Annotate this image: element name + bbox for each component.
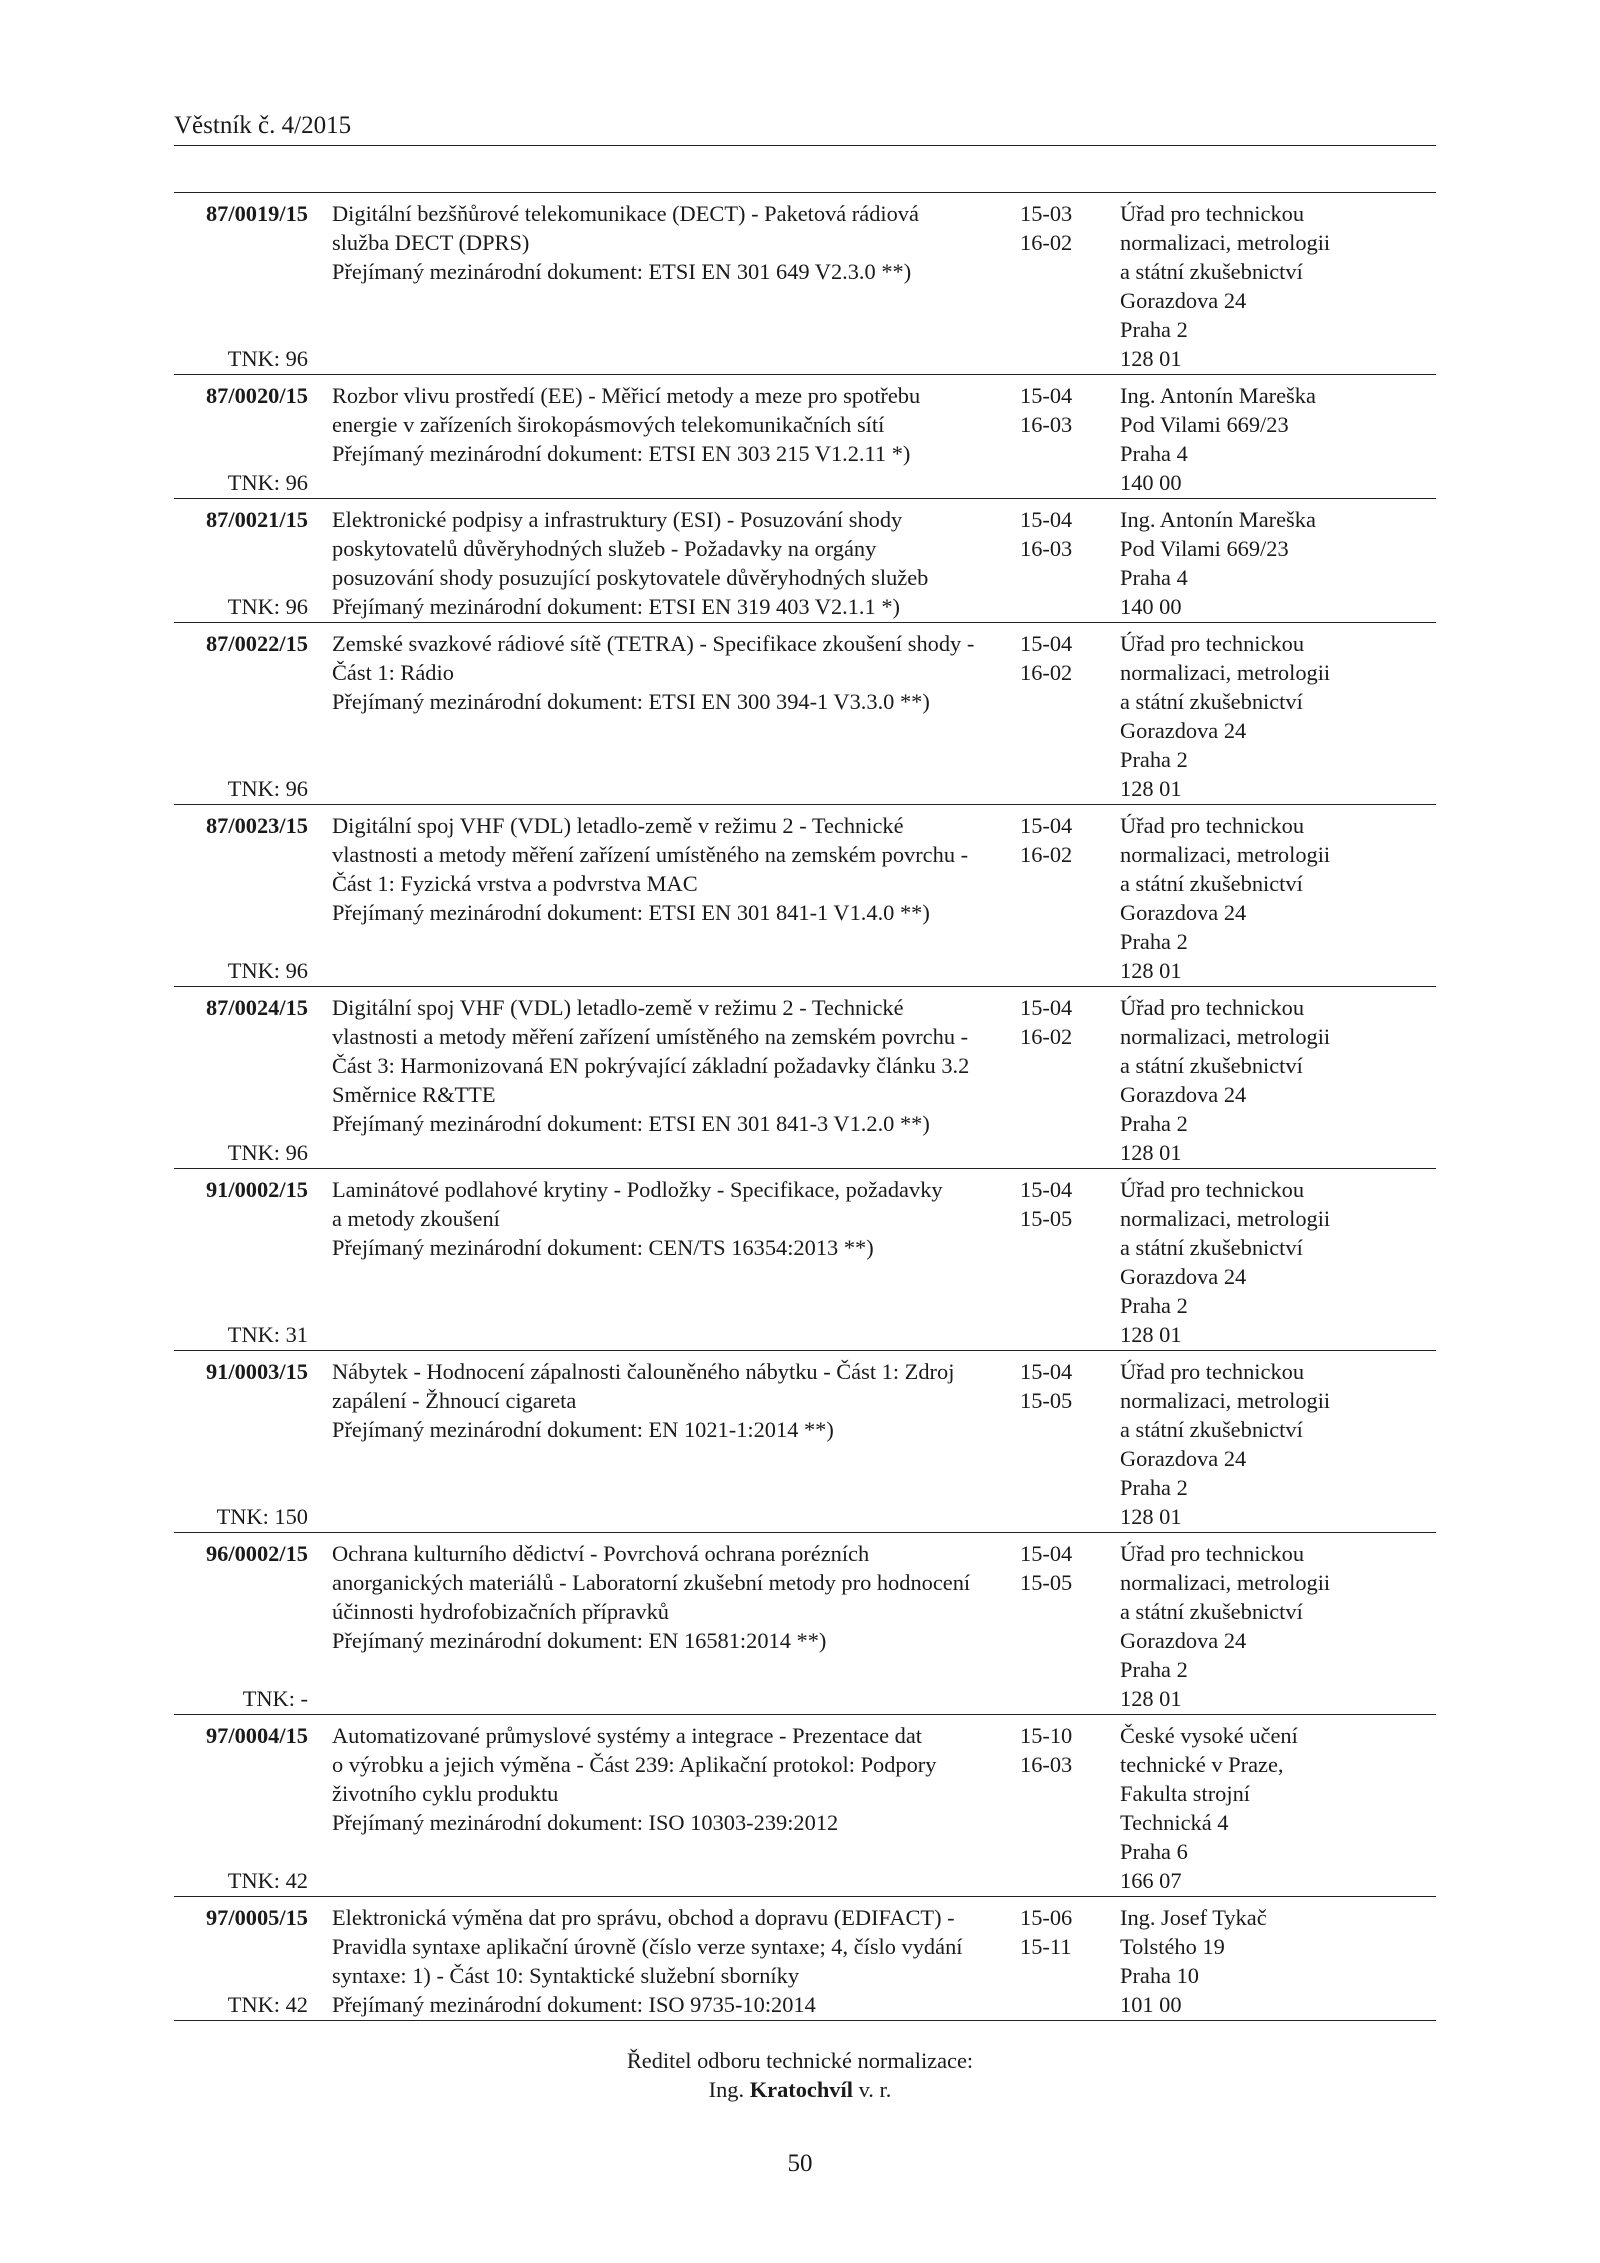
title-line: vlastnosti a metody měření zařízení umístěného na zemském povrchu - xyxy=(332,1024,969,1049)
registration-number: 87/0019/15 xyxy=(205,201,308,226)
dates-cell xyxy=(1010,623,1120,805)
address-line: a státní zkušebnictví xyxy=(1120,689,1303,714)
title-line: Přejímaný mezinárodní dokument: ETSI EN 319 403 V2.1.1 *) xyxy=(332,594,900,619)
address-line: Gorazdova 24 xyxy=(1120,718,1247,743)
address-line: normalizaci, metrologii xyxy=(1120,230,1331,255)
registration-number: 87/0023/15 xyxy=(205,813,308,838)
date-line: 15-04 xyxy=(1020,1359,1073,1384)
address-cell xyxy=(1120,1351,1436,1533)
title-line: Elektronické podpisy a infrastruktury (ESI) - Posuzování shody xyxy=(332,507,903,532)
registration-cell xyxy=(174,1533,332,1715)
date-line: 15-03 xyxy=(1020,201,1073,226)
address-line: a státní zkušebnictví xyxy=(1120,1599,1303,1624)
table-row xyxy=(174,805,1436,987)
registration-number: 87/0021/15 xyxy=(205,507,308,532)
address-line: Praha 2 xyxy=(1120,317,1188,342)
address-line: normalizaci, metrologii xyxy=(1120,1206,1331,1231)
dates-cell xyxy=(1010,1897,1120,2021)
title-line: Část 1: Fyzická vrstva a podvrstva MAC xyxy=(332,871,698,896)
address-line: a státní zkušebnictví xyxy=(1120,1235,1303,1260)
title-cell xyxy=(332,805,1010,987)
registration-number: 87/0020/15 xyxy=(205,383,308,408)
address-line: a státní zkušebnictví xyxy=(1120,259,1303,284)
title-cell xyxy=(332,1169,1010,1351)
address-line: 128 01 xyxy=(1120,1322,1182,1347)
address-line: Gorazdova 24 xyxy=(1120,1628,1247,1653)
address-line: normalizaci, metrologii xyxy=(1120,842,1331,867)
title-line: Digitální spoj VHF (VDL) letadlo-země v režimu 2 - Technické xyxy=(332,995,904,1020)
title-line: Přejímaný mezinárodní dokument: ETSI EN 301 649 V2.3.0 **) xyxy=(332,259,912,284)
address-line: 128 01 xyxy=(1120,958,1182,983)
address-line: 166 07 xyxy=(1120,1868,1182,1893)
address-line: 128 01 xyxy=(1120,1686,1182,1711)
address-line: 101 00 xyxy=(1120,1992,1182,2017)
title-line: Ochrana kulturního dědictví - Povrchová ochrana porézních xyxy=(332,1541,870,1566)
registration-number: 96/0002/15 xyxy=(205,1541,308,1566)
title-cell xyxy=(332,1715,1010,1897)
address-line: 140 00 xyxy=(1120,470,1182,495)
address-line: Pod Vilami 669/23 xyxy=(1120,412,1289,437)
address-line: normalizaci, metrologii xyxy=(1120,1024,1331,1049)
address-line: Úřad pro technickou xyxy=(1120,201,1305,226)
registration-cell xyxy=(174,623,332,805)
title-line: Přejímaný mezinárodní dokument: ISO 10303-239:2012 xyxy=(332,1810,839,1835)
tnk-label: TNK: 150 xyxy=(216,1504,308,1529)
title-line: Přejímaný mezinárodní dokument: ISO 9735-10:2014 xyxy=(332,1992,816,2017)
address-line: a státní zkušebnictví xyxy=(1120,1053,1303,1078)
table-row xyxy=(174,1169,1436,1351)
address-line: Gorazdova 24 xyxy=(1120,288,1247,313)
address-line: Gorazdova 24 xyxy=(1120,1446,1247,1471)
date-line: 15-06 xyxy=(1020,1905,1073,1930)
dates-cell xyxy=(1010,499,1120,623)
address-line: normalizaci, metrologii xyxy=(1120,1388,1331,1413)
date-line: 16-02 xyxy=(1020,842,1073,867)
title-line: posuzování shody posuzující poskytovatele důvěryhodných služeb xyxy=(332,565,929,590)
title-line: Část 1: Rádio xyxy=(332,660,454,685)
title-line: vlastnosti a metody měření zařízení umístěného na zemském povrchu - xyxy=(332,842,969,867)
title-cell xyxy=(332,375,1010,499)
date-line: 15-04 xyxy=(1020,813,1073,838)
registration-cell xyxy=(174,1351,332,1533)
address-line: normalizaci, metrologii xyxy=(1120,1570,1331,1595)
title-line: Přejímaný mezinárodní dokument: ETSI EN 301 841-3 V1.2.0 **) xyxy=(332,1111,930,1136)
title-line: Nábytek - Hodnocení zápalnosti čalouněného nábytku - Část 1: Zdroj xyxy=(332,1359,955,1384)
address-cell xyxy=(1120,987,1436,1169)
table-row xyxy=(174,987,1436,1169)
dates-cell xyxy=(1010,375,1120,499)
title-line: Směrnice R&TTE xyxy=(332,1082,496,1107)
address-line: Praha 6 xyxy=(1120,1839,1188,1864)
registration-number: 91/0003/15 xyxy=(205,1359,308,1384)
registration-number: 97/0004/15 xyxy=(205,1723,308,1748)
title-line: o výrobku a jejich výměna - Část 239: Aplikační protokol: Podpory xyxy=(332,1752,937,1777)
date-line: 15-05 xyxy=(1020,1206,1073,1231)
registration-number: 87/0022/15 xyxy=(205,631,308,656)
signature-name-prefix: Ing. xyxy=(708,2077,745,2102)
title-line: syntaxe: 1) - Část 10: Syntaktické služební sborníky xyxy=(332,1963,800,1988)
header-divider xyxy=(174,145,1436,146)
dates-cell xyxy=(1010,987,1120,1169)
registration-cell xyxy=(174,1169,332,1351)
title-line: a metody zkoušení xyxy=(332,1206,500,1231)
address-line: 140 00 xyxy=(1120,594,1182,619)
date-line: 15-04 xyxy=(1020,995,1073,1020)
address-line: Gorazdova 24 xyxy=(1120,900,1247,925)
table-row xyxy=(174,1897,1436,2021)
date-line: 16-03 xyxy=(1020,412,1073,437)
dates-cell xyxy=(1010,1169,1120,1351)
address-line: Praha 2 xyxy=(1120,1657,1188,1682)
title-line: Digitální spoj VHF (VDL) letadlo-země v režimu 2 - Technické xyxy=(332,813,904,838)
date-line: 15-04 xyxy=(1020,383,1073,408)
address-line: Praha 4 xyxy=(1120,565,1188,590)
address-line: Tolstého 19 xyxy=(1120,1934,1225,1959)
date-line: 16-03 xyxy=(1020,1752,1073,1777)
title-line: poskytovatelů důvěryhodných služeb - Požadavky na orgány xyxy=(332,536,877,561)
address-line: 128 01 xyxy=(1120,346,1182,371)
registration-number: 91/0002/15 xyxy=(205,1177,308,1202)
address-line: Praha 2 xyxy=(1120,929,1188,954)
signature-role: Ředitel odboru technické normalizace: xyxy=(626,2048,974,2073)
address-line: technické v Praze, xyxy=(1120,1752,1284,1777)
title-line: Automatizované průmyslové systémy a integrace - Prezentace dat xyxy=(332,1723,923,1748)
standards-table xyxy=(174,192,1436,2021)
address-line: Úřad pro technickou xyxy=(1120,995,1305,1020)
address-line: Úřad pro technickou xyxy=(1120,1541,1305,1566)
dates-cell xyxy=(1010,805,1120,987)
title-line: Přejímaný mezinárodní dokument: ETSI EN 301 841-1 V1.4.0 **) xyxy=(332,900,930,925)
title-cell xyxy=(332,987,1010,1169)
address-cell xyxy=(1120,1715,1436,1897)
title-line: zapálení - Žhnoucí cigareta xyxy=(332,1388,577,1413)
table-row xyxy=(174,623,1436,805)
address-line: Praha 10 xyxy=(1120,1963,1199,1988)
dates-cell xyxy=(1010,1533,1120,1715)
address-line: Úřad pro technickou xyxy=(1120,1177,1305,1202)
registration-cell xyxy=(174,987,332,1169)
address-line: České vysoké učení xyxy=(1120,1723,1298,1748)
address-line: Gorazdova 24 xyxy=(1120,1264,1247,1289)
address-line: Praha 2 xyxy=(1120,747,1188,772)
signature-name-suffix: v. r. xyxy=(858,2077,892,2102)
date-line: 15-04 xyxy=(1020,507,1073,532)
title-line: anorganických materiálů - Laboratorní zkušební metody pro hodnocení xyxy=(332,1570,971,1595)
address-line: Ing. Antonín Mareška xyxy=(1120,507,1316,532)
address-line: 128 01 xyxy=(1120,776,1182,801)
registration-cell xyxy=(174,193,332,375)
page-header-title: Věstník č. 4/2015 xyxy=(174,112,352,139)
title-line: Přejímaný mezinárodní dokument: CEN/TS 16354:2013 **) xyxy=(332,1235,874,1260)
dates-cell xyxy=(1010,1351,1120,1533)
tnk-label: TNK: 42 xyxy=(227,1868,308,1893)
tnk-label: TNK: 96 xyxy=(227,346,308,371)
tnk-label: TNK: 31 xyxy=(227,1322,308,1347)
registration-number: 87/0024/15 xyxy=(205,995,308,1020)
date-line: 15-10 xyxy=(1020,1723,1073,1748)
date-line: 15-04 xyxy=(1020,1177,1073,1202)
title-cell xyxy=(332,1351,1010,1533)
date-line: 16-02 xyxy=(1020,660,1073,685)
address-line: normalizaci, metrologii xyxy=(1120,660,1331,685)
dates-cell xyxy=(1010,1715,1120,1897)
tnk-label: TNK: 96 xyxy=(227,470,308,495)
title-line: Část 3: Harmonizovaná EN pokrývající základní požadavky článku 3.2 xyxy=(332,1053,970,1078)
registration-cell xyxy=(174,375,332,499)
address-line: Praha 4 xyxy=(1120,441,1188,466)
title-line: Přejímaný mezinárodní dokument: EN 16581:2014 **) xyxy=(332,1628,827,1653)
title-line: Pravidla syntaxe aplikační úrovně (číslo verze syntaxe; 4, číslo vydání xyxy=(332,1934,963,1959)
tnk-label: TNK: 96 xyxy=(227,594,308,619)
title-line: Laminátové podlahové krytiny - Podložky - Specifikace, požadavky xyxy=(332,1177,943,1202)
title-cell xyxy=(332,1897,1010,2021)
address-cell xyxy=(1120,805,1436,987)
address-line: 128 01 xyxy=(1120,1140,1182,1165)
registration-cell xyxy=(174,1715,332,1897)
address-line: Úřad pro technickou xyxy=(1120,631,1305,656)
tnk-label: TNK: 96 xyxy=(227,1140,308,1165)
title-line: Přejímaný mezinárodní dokument: EN 1021-1:2014 **) xyxy=(332,1417,834,1442)
address-line: Praha 2 xyxy=(1120,1475,1188,1500)
address-line: Ing. Antonín Mareška xyxy=(1120,383,1316,408)
table-row xyxy=(174,375,1436,499)
title-cell xyxy=(332,193,1010,375)
date-line: 15-11 xyxy=(1020,1934,1072,1959)
table-row xyxy=(174,1533,1436,1715)
page-number: 50 xyxy=(787,2150,813,2177)
table-row xyxy=(174,1715,1436,1897)
registration-cell xyxy=(174,805,332,987)
address-line: a státní zkušebnictví xyxy=(1120,871,1303,896)
address-cell xyxy=(1120,499,1436,623)
tnk-label: TNK: 96 xyxy=(227,958,308,983)
date-line: 15-05 xyxy=(1020,1388,1073,1413)
address-cell xyxy=(1120,623,1436,805)
table-row xyxy=(174,1351,1436,1533)
registration-cell xyxy=(174,1897,332,2021)
address-line: Ing. Josef Tykač xyxy=(1120,1905,1267,1930)
date-line: 15-04 xyxy=(1020,1541,1073,1566)
title-line: Přejímaný mezinárodní dokument: ETSI EN 303 215 V1.2.11 *) xyxy=(332,441,911,466)
address-line: 128 01 xyxy=(1120,1504,1182,1529)
date-line: 15-04 xyxy=(1020,631,1073,656)
title-line: Rozbor vlivu prostředí (EE) - Měřicí metody a meze pro spotřebu xyxy=(332,383,921,408)
address-line: Praha 2 xyxy=(1120,1111,1188,1136)
date-line: 16-03 xyxy=(1020,536,1073,561)
dates-cell xyxy=(1010,193,1120,375)
address-cell xyxy=(1120,1533,1436,1715)
address-line: Praha 2 xyxy=(1120,1293,1188,1318)
address-line: Fakulta strojní xyxy=(1120,1781,1250,1806)
table-row xyxy=(174,193,1436,375)
title-line: Elektronická výměna dat pro správu, obchod a dopravu (EDIFACT) - xyxy=(332,1905,955,1930)
address-cell xyxy=(1120,375,1436,499)
title-cell xyxy=(332,499,1010,623)
tnk-label: TNK: 42 xyxy=(227,1992,308,2017)
address-line: Úřad pro technickou xyxy=(1120,813,1305,838)
tnk-label: TNK: - xyxy=(242,1686,308,1711)
address-cell xyxy=(1120,193,1436,375)
date-line: 15-05 xyxy=(1020,1570,1073,1595)
tnk-label: TNK: 96 xyxy=(227,776,308,801)
address-line: Úřad pro technickou xyxy=(1120,1359,1305,1384)
title-line: Zemské svazkové rádiové sítě (TETRA) - Specifikace zkoušení shody - xyxy=(332,631,975,656)
address-line: Pod Vilami 669/23 xyxy=(1120,536,1289,561)
title-line: Přejímaný mezinárodní dokument: ETSI EN 300 394-1 V3.3.0 **) xyxy=(332,689,930,714)
title-line: energie v zařízeních širokopásmových telekomunikačních sítí xyxy=(332,412,885,437)
address-line: a státní zkušebnictví xyxy=(1120,1417,1303,1442)
address-cell xyxy=(1120,1169,1436,1351)
date-line: 16-02 xyxy=(1020,1024,1073,1049)
signature-name-surname: Kratochvíl xyxy=(749,2077,853,2102)
address-line: Gorazdova 24 xyxy=(1120,1082,1247,1107)
title-line: Digitální bezšňůrové telekomunikace (DECT) - Paketová rádiová xyxy=(332,201,919,226)
title-cell xyxy=(332,1533,1010,1715)
registration-cell xyxy=(174,499,332,623)
address-cell xyxy=(1120,1897,1436,2021)
title-line: služba DECT (DPRS) xyxy=(332,230,530,255)
standards-table-body xyxy=(174,193,1436,2021)
title-cell xyxy=(332,623,1010,805)
table-row xyxy=(174,499,1436,623)
title-line: životního cyklu produktu xyxy=(332,1781,559,1806)
address-line: Technická 4 xyxy=(1120,1810,1229,1835)
date-line: 16-02 xyxy=(1020,230,1073,255)
signature-name xyxy=(0,2077,1600,2103)
registration-number: 97/0005/15 xyxy=(205,1905,308,1930)
title-line: účinnosti hydrofobizačních přípravků xyxy=(332,1599,670,1624)
